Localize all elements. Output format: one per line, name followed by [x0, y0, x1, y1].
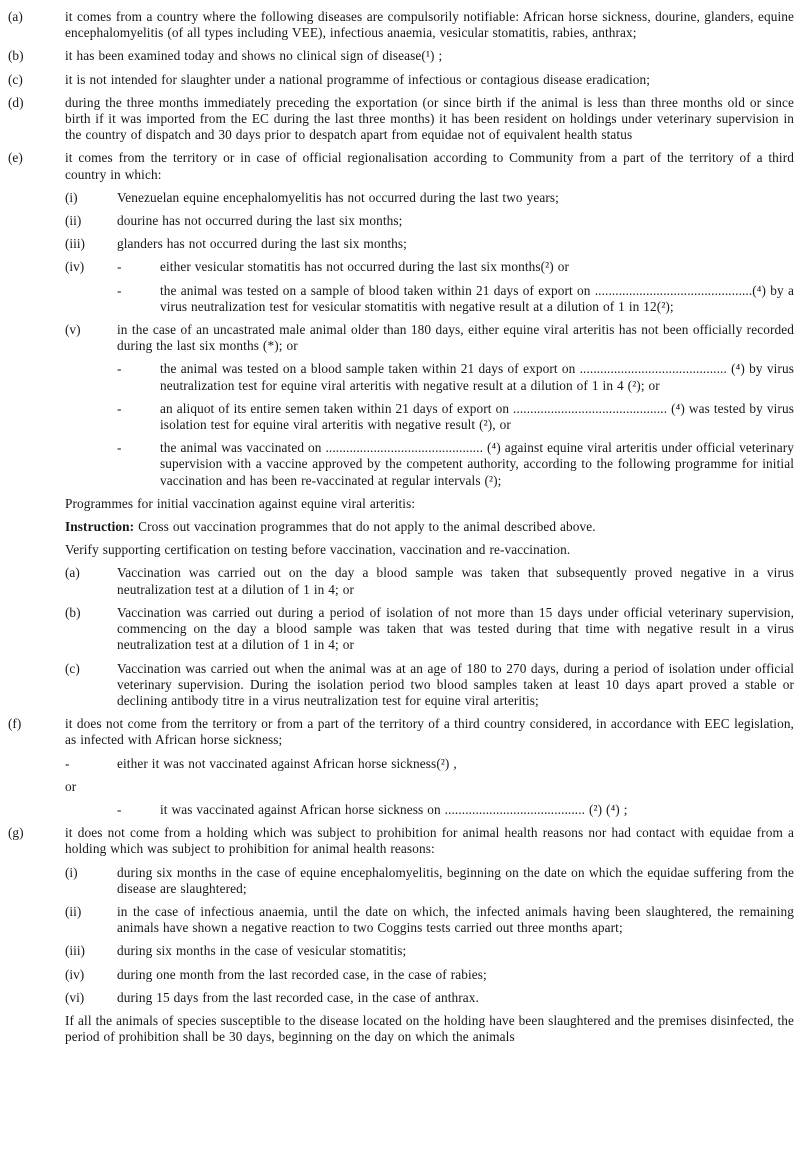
clause-text: [65, 519, 794, 535]
clause-text: the animal was vaccinated on .............................................. (⁴) against equine viral arteritis under official veterinary supervision with a vaccine approved by the competent authority, according to the following programme for initial vaccination and has been re-vaccinated at regular intervals (²);: [160, 440, 794, 488]
clause-text: it comes from the territory or in case of official regionalisation according to Community from a part of the territory of a third country in which:: [65, 150, 794, 182]
clause-text: Vaccination was carried out during a period of isolation of not more than 15 days under official veterinary supervision, commencing on the day a blood sample was taken that was tested during that time with negative result in a virus neutralization test at a dilution of 1 in 4; or: [117, 604, 794, 653]
clause-text: either vesicular stomatitis has not occurred during the last six months(²) or: [160, 259, 569, 275]
clause-text: during the three months immediately preceding the exportation (or since birth if the animal is less than three months old or since birth if it was imported from the EC during the last three months) it has been resident on holdings under veterinary supervision in the country of dispatch and 30 days prior to despatch apart from equidae not of equivalent health status: [65, 94, 794, 143]
clause-dash-marker: -: [117, 282, 122, 298]
clause-label: (d): [8, 94, 24, 110]
clause-text: during 15 days from the last recorded case, in the case of anthrax.: [117, 989, 479, 1005]
clause-dash-marker: -: [65, 755, 70, 771]
clause-text: Vaccination was carried out on the day a blood sample was taken that subsequently proved negative in a virus neutralization test at a dilution of 1 in 4; or: [117, 565, 794, 597]
clause-text: in the case of an uncastrated male animal older than 180 days, either equine viral arteritis has not been officially recorded during the last six months (*); or: [117, 322, 794, 354]
clause-row: [8, 716, 794, 748]
clause-label: (iv): [65, 966, 85, 982]
clause-row: [8, 967, 794, 983]
clause-text: it has been examined today and shows no clinical sign of disease(¹) ;: [65, 48, 443, 64]
clause-row: [8, 865, 794, 897]
clause-row: [8, 440, 794, 489]
clause-row: [8, 213, 794, 229]
clause-dash-marker: -: [117, 400, 122, 416]
clause-dash-marker: -: [117, 801, 122, 817]
clause-label: (b): [65, 604, 81, 620]
clause-row: [8, 283, 794, 315]
clause-row: [8, 1013, 794, 1045]
clause-text: glanders has not occurred during the last six months;: [117, 236, 407, 252]
clause-row: [8, 565, 794, 597]
clause-row: [8, 661, 794, 710]
clause-text: dourine has not occurred during the last six months;: [117, 213, 403, 229]
clause-label: (iv): [65, 259, 85, 275]
clause-label: (a): [8, 9, 23, 24]
clause-text: it comes from a country where the following diseases are compulsorily notifiable: African horse sickness, dourine, glanders, equine encephalomyelitis (of all types including VEE), infectious anaemia, vesicular stomatitis, rabies, anthrax;: [65, 9, 794, 41]
clause-label: (v): [65, 322, 81, 338]
clause-label: (g): [8, 825, 24, 841]
clause-text: during six months in the case of vesicular stomatitis;: [117, 943, 407, 959]
clause-row: [8, 150, 794, 182]
clause-label: (i): [65, 189, 78, 205]
clause-row: [8, 904, 794, 936]
clause-label: (ii): [65, 213, 82, 229]
clause-text: Venezuelan equine encephalomyelitis has not occurred during the last two years;: [117, 189, 559, 205]
clause-text: the animal was tested on a blood sample taken within 21 days of export on ........................................... (⁴) by virus neutralization test for equine viral arteritis with negative result at a dilution of 1 in 4 (²); or: [160, 361, 794, 393]
clause-label: (c): [65, 660, 80, 676]
clause-label: (i): [65, 864, 78, 880]
clause-text: either it was not vaccinated against African horse sickness(²) ,: [117, 755, 457, 771]
clause-row: [8, 72, 794, 88]
clause-row: [8, 95, 794, 144]
clause-text: it is not intended for slaughter under a national programme of infectious or contagious disease eradication;: [65, 71, 651, 87]
clause-row: [8, 825, 794, 857]
clause-dash-marker: -: [117, 259, 122, 275]
clause-label: (f): [8, 716, 22, 732]
clause-row: [8, 605, 794, 654]
clause-text: Vaccination was carried out when the animal was at an age of 180 to 270 days, during a period of isolation under official veterinary supervision. During the isolation period two blood samples taken at least 10 days apart proved a stable or declining antibody titre in a virus neutralization test for equine viral arteritis;: [117, 660, 794, 708]
clause-row: [8, 802, 794, 818]
clause-text: the animal was tested on a sample of blood taken within 21 days of export on ..............................................(⁴) by a virus neutralization test for vesicular stomatitis with negative result at a dilution of 1 in 12(²);: [160, 282, 794, 314]
clause-row: [8, 779, 794, 795]
clause-text: Verify supporting certification on testing before vaccination, vaccination and re-vaccination.: [65, 542, 571, 558]
clause-text: it does not come from the territory or from a part of the territory of a third country considered, in accordance with EEC legislation, as infected with African horse sickness;: [65, 716, 794, 748]
clause-row: [8, 190, 794, 206]
clause-row: [8, 259, 794, 275]
clause-row: [8, 496, 794, 512]
clause-row: [8, 236, 794, 252]
clause-row: [8, 401, 794, 433]
clause-text: or: [65, 778, 77, 794]
clause-list: [8, 9, 794, 1045]
clause-text: an aliquot of its entire semen taken within 21 days of export on ............................................. (⁴) was tested by virus isolation test for equine viral arteritis with negative result (²), or: [160, 400, 794, 433]
clause-label: (vi): [65, 989, 85, 1005]
clause-label: (a): [65, 565, 80, 581]
clause-text-rest: Cross out vaccination programmes that do not apply to the animal described above.: [134, 519, 596, 535]
clause-label: (e): [8, 150, 23, 166]
clause-row: [8, 943, 794, 959]
clause-row: [8, 542, 794, 558]
clause-label: (c): [8, 71, 23, 87]
clause-label: (iii): [65, 236, 85, 252]
clause-row: [8, 9, 794, 41]
clause-text: Programmes for initial vaccination against equine viral arteritis:: [65, 495, 416, 511]
clause-row: [8, 48, 794, 64]
clause-dash-marker: -: [117, 440, 122, 456]
clause-row: [8, 322, 794, 354]
clause-bold-lead: Instruction:: [65, 519, 135, 535]
clause-label: (iii): [65, 943, 85, 959]
clause-dash-marker: -: [117, 361, 122, 377]
clause-row: [8, 519, 794, 535]
clause-text: during one month from the last recorded case, in the case of rabies;: [117, 966, 487, 982]
clause-row: [8, 756, 794, 772]
clause-text: it was vaccinated against African horse sickness on ......................................... (²) (⁴) ;: [160, 801, 628, 817]
clause-label: (b): [8, 48, 24, 64]
clause-text: during six months in the case of equine encephalomyelitis, beginning on the date on which the equidae suffering from the disease are slaughtered;: [117, 864, 794, 896]
clause-row: [8, 361, 794, 393]
clause-label: (ii): [65, 903, 82, 919]
clause-text: in the case of infectious anaemia, until the date on which, the infected animals having been slaughtered, the remaining animals have shown a negative reaction to two Coggins tests carried out three months apart;: [117, 903, 794, 936]
clause-row: [8, 990, 794, 1006]
clause-text: it does not come from a holding which was subject to prohibition for animal health reasons nor had contact with equidae from a holding which was subject to prohibition for animal health reasons:: [65, 825, 794, 857]
clause-text: If all the animals of species susceptible to the disease located on the holding have been slaughtered and the premises disinfected, the period of prohibition shall be 30 days, beginning on the day on which the animals: [65, 1012, 794, 1045]
